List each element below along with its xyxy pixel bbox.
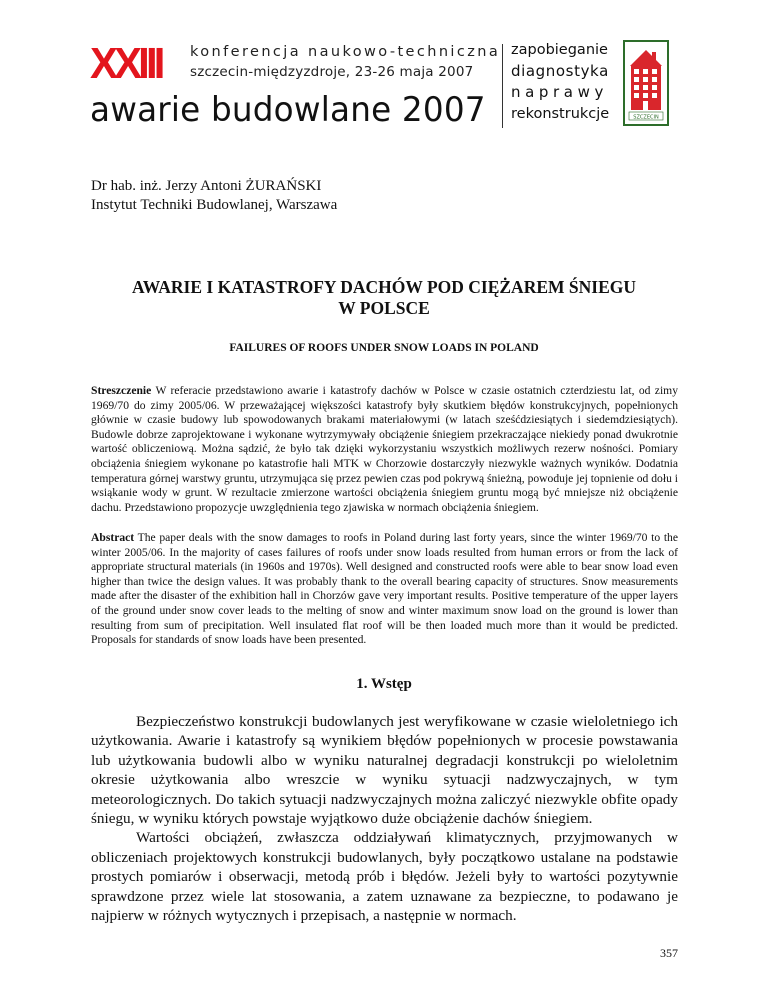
streszczenie-text: W referacie przedstawiono awarie i katastrofy dachów w Polsce w czasie ostatnich czterdziestu lat, od zimy 1969/70 do zimy 2005/06. W przeważającej większości katastrofy były skutkiem błędów konstrukcyjnych, popełnionych głównie w czasie budowy lub spowodowanych brakami materiałowymi (w latach sześćdziesiątych i siedemdziesiątych). Budowle dobrze zaprojektowane i wykonane wytrzymywały obciążenie śniegiem przekraczające niekiedy ponad dwukrotnie wartość obliczeniową. Można sądzić, że było tak dzięki wykorzystaniu wszystkich możliwych rezerw nośności. Pomiary obciążenia śniegiem wykonane po katastrofie hali MTK w Chorzowie dostarczyły niezwykle ważnych wyników. Dodatnia temperatura górnej warstwy gruntu, utrzymująca się przez pewien czas pod pokrywą śnieżną, powoduje jej topnienie od dołu i wsiąkanie wody w grunt. W rezultacie zmierzone wartości obciążenia śniegiem gruntu mogą być mniejsze niż obciążenie dachu. Przedstawiono propozycje uwzględnienia tego zjawiska w normach obciążenia śniegiem. — [91, 384, 678, 514]
conference-name: awarie budowlane 2007 — [90, 90, 486, 130]
streszczenie-paragraph — [91, 384, 678, 515]
keyword-rekonstrukcje: rekonstrukcje — [511, 106, 610, 122]
abstract-text: The paper deals with the snow damages to roofs in Poland during last forty years, since the winter 1969/70 to the winter 2005/06. In the majority of cases failures of roofs under snow loads resulted from human errors or from the lack of appropriate structural materials (in 1960s and 1970s). Well designed and constructed roofs were able to bear snow load even higher than twice the design values. It was probably thank to the overall bearing capacity of structures. Snow measurements made after the disaster of the exhibition hall in Chorzów gave very important results. Positive temperature of the upper layers of the ground under snow cover leads to the melting of snow and winter maximum snow load on the ground is lower than resulting from sum of precipitation. Well insulated flat roof will be then loaded much more than it would be predicted. Proposals for standards of snow loads have been presented. — [91, 531, 678, 647]
paper-title-line2: W POLSCE — [338, 298, 430, 318]
section-body — [91, 712, 678, 925]
conference-logo — [623, 40, 669, 126]
paper-title-english: FAILURES OF ROOFS UNDER SNOW LOADS IN POLAND — [229, 342, 539, 354]
conference-edition: XXIII — [90, 39, 162, 88]
conference-type: konferencja naukowo-techniczna — [190, 44, 501, 60]
logo-text: SZCZECIN — [633, 114, 659, 121]
abstract-paragraph — [91, 531, 678, 648]
author-block — [91, 177, 337, 215]
abstract-label: Abstract — [91, 531, 135, 544]
keyword-naprawy: naprawy — [511, 83, 608, 101]
body-paragraph: Wartości obciążeń, zwłaszcza oddziaływań klimatycznych, przyjmowanych w obliczeniach projektowych konstrukcji budowlanych, były początkowo ustalane na podstawie prostych pomiarów i obserwacji, metodą prób i błędów. Jeżeli były to wartości pozytywnie sprawdzone przez wiele lat stosowania, a zatem uznawane za bezpieczne, to podawano je najpierw w różnych wytycznych i przepisach, a następnie w normach. — [91, 829, 678, 925]
streszczenie-label: Streszczenie — [91, 384, 152, 397]
author-name: Dr hab. inż. Jerzy Antoni ŻURAŃSKI — [91, 178, 322, 194]
author-affiliation: Instytut Techniki Budowlanej, Warszawa — [91, 197, 338, 213]
conference-location-date: szczecin-międzyzdroje, 23-26 maja 2007 — [190, 64, 474, 80]
body-paragraph: Bezpieczeństwo konstrukcji budowlanych jest weryfikowane w czasie wieloletniego ich użytkowania. Awarie i katastrofy są wynikiem błędów popełnionych w procesie powstawania lub użytkowania budowli albo w wyniku naturalnej degradacji konstrukcji po wieloletnim okresie użytkowania albo wreszcie w wyniku sytuacji nadzwyczajnych, w tym meteorologicznych. Do takich sytuacji nadzwyczajnych można zaliczyć niezwykle obfite opady śniegu, w wyniku których powstaje wyjątkowo duże obciążenie dachów śniegiem. — [91, 713, 678, 828]
building-logo-icon — [625, 42, 667, 124]
keyword-zapobieganie: zapobieganie — [511, 42, 608, 58]
banner-divider — [502, 44, 503, 128]
keyword-diagnostyka: diagnostyka — [511, 62, 609, 80]
paper-title-line1: AWARIE I KATASTROFY DACHÓW POD CIĘŻAREM ŚNIEGU — [132, 277, 636, 297]
section-heading: 1. Wstęp — [356, 676, 412, 692]
conference-banner — [90, 40, 670, 132]
page-number: 357 — [660, 946, 678, 960]
